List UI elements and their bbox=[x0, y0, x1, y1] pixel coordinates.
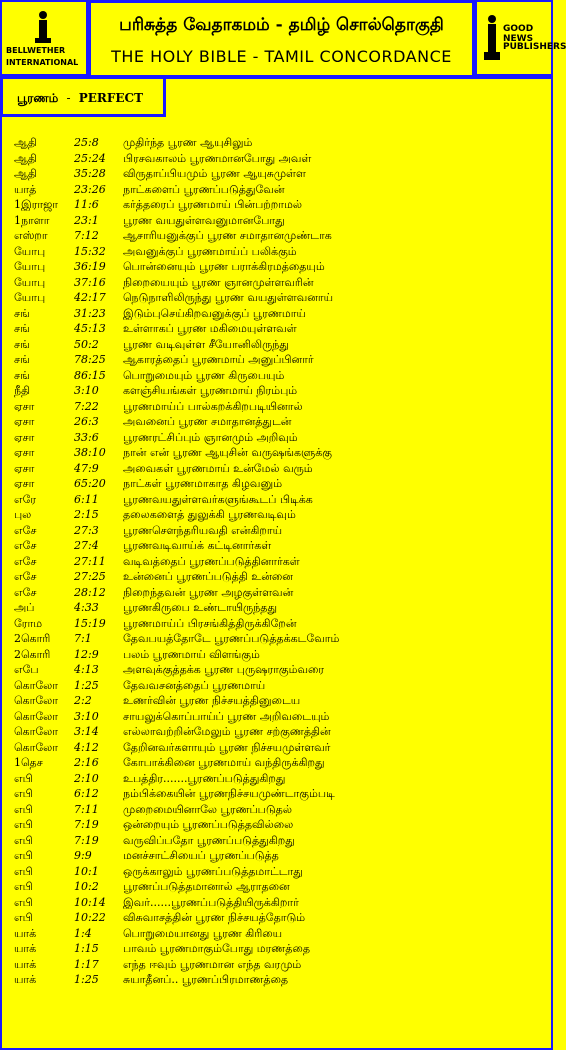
entry-book: எசே bbox=[14, 554, 37, 568]
figure-icon bbox=[483, 14, 501, 62]
entry-ref: 2:16 bbox=[74, 756, 99, 769]
entry-book: கொலோ bbox=[14, 678, 59, 692]
left-logo-line2: INTERNATIONAL bbox=[6, 58, 79, 67]
list-item bbox=[14, 182, 544, 198]
entry-book: எசே bbox=[14, 570, 37, 583]
entry-text: பொறுமையானது பூரண கிரியை bbox=[123, 926, 283, 940]
list-item bbox=[14, 352, 544, 368]
entry-book: யாக் bbox=[14, 973, 37, 986]
list-item bbox=[14, 724, 544, 740]
list-item bbox=[14, 368, 544, 384]
right-logo-line1: GOOD NEWS bbox=[503, 24, 534, 44]
entry-text: வடிவத்தைப் பூரணப்படுத்தினார்கள் bbox=[123, 554, 300, 568]
entry-book: சங் bbox=[14, 368, 30, 382]
list-item bbox=[14, 523, 544, 539]
entry-book: 1நாளா bbox=[14, 213, 50, 227]
entry-book: 1தெச bbox=[14, 756, 43, 769]
entry-book: எபி bbox=[14, 849, 33, 862]
entry-book: யோபு bbox=[14, 260, 46, 273]
entry-book: எரே bbox=[14, 492, 37, 506]
entry-ref: 2:2 bbox=[74, 694, 92, 707]
list-item bbox=[14, 848, 544, 864]
entry-text: தேறினவர்களாயும் பூரண நிச்சயமுள்ளவர் bbox=[123, 740, 331, 754]
list-item bbox=[14, 693, 544, 709]
entry-ref: 42:17 bbox=[74, 291, 106, 304]
entry-text: நெடுநாளிலிருந்து பூரண வயதுள்ளவனாய் bbox=[123, 291, 334, 304]
entry-book: எபி bbox=[14, 802, 33, 816]
entry-text: சுயாதீனப்.. பூரணப்பிரமாணத்தை bbox=[123, 973, 289, 986]
entry-ref: 12:9 bbox=[74, 647, 99, 661]
entry-text: உபத்திர.......பூரணப்படுத்துகிறது bbox=[123, 771, 286, 785]
entry-ref: 3:14 bbox=[74, 725, 99, 738]
entry-ref: 7:1 bbox=[74, 632, 92, 645]
entry-book: எபி bbox=[14, 880, 33, 893]
entry-book: ஏசா bbox=[14, 430, 35, 444]
entry-text: நிறைந்தவன் பூரண அழகுள்ளவன் bbox=[123, 585, 294, 599]
entry-ref: 15:19 bbox=[74, 616, 106, 630]
list-item bbox=[14, 833, 544, 849]
entry-ref: 1:17 bbox=[74, 957, 99, 971]
entry-text: சாயலுக்கொப்பாய்ப் பூரண அறிவடையும் bbox=[123, 709, 330, 723]
word-heading bbox=[17, 91, 143, 107]
list-item bbox=[14, 585, 544, 601]
entry-text: ஒருக்காலும் பூரணப்படுத்தமாட்டாது bbox=[123, 864, 303, 878]
list-item bbox=[14, 678, 544, 694]
entry-ref: 31:23 bbox=[74, 306, 106, 320]
entry-ref: 1:25 bbox=[74, 973, 99, 986]
list-item bbox=[14, 879, 544, 895]
entry-ref: 3:10 bbox=[74, 384, 99, 397]
list-item bbox=[14, 507, 544, 523]
list-item bbox=[14, 275, 544, 291]
entry-ref: 35:28 bbox=[74, 167, 106, 180]
list-item bbox=[14, 259, 544, 275]
entry-ref: 2:15 bbox=[74, 508, 99, 521]
entry-book: எபி bbox=[14, 864, 33, 878]
entry-book: யோபு bbox=[14, 291, 46, 304]
title-box bbox=[88, 0, 475, 78]
list-item bbox=[14, 244, 544, 260]
entry-ref: 7:11 bbox=[74, 802, 99, 816]
word-separator: - bbox=[66, 91, 71, 105]
list-item bbox=[14, 647, 544, 663]
entry-book: கொலோ bbox=[14, 740, 59, 754]
entry-ref: 15:32 bbox=[74, 244, 106, 258]
entry-ref: 25:24 bbox=[74, 151, 106, 165]
entry-text: உள்ளாகப் பூரண மகிமையுள்ளவள் bbox=[123, 322, 297, 335]
entry-ref: 28:12 bbox=[74, 585, 106, 599]
entry-book: ஏசா bbox=[14, 477, 35, 490]
list-item bbox=[14, 817, 544, 833]
list-item bbox=[14, 538, 544, 554]
entry-ref: 27:11 bbox=[74, 554, 106, 568]
list-item bbox=[14, 926, 544, 942]
list-item bbox=[14, 616, 544, 632]
entry-text: களஞ்சியங்கள் பூரணமாய் நிரம்பும் bbox=[123, 384, 298, 397]
list-item bbox=[14, 600, 544, 616]
bellwether-logo bbox=[0, 0, 88, 76]
list-item bbox=[14, 228, 544, 244]
list-item bbox=[14, 554, 544, 570]
entry-text: அவனுக்குப் பூரணமாய்ப் பலிக்கும் bbox=[123, 244, 297, 258]
entry-ref: 27:3 bbox=[74, 523, 99, 537]
entry-ref: 1:4 bbox=[74, 926, 92, 940]
entry-ref: 45:13 bbox=[74, 322, 106, 335]
entry-text: பூரணப்படுத்தமானால் ஆராதனை bbox=[123, 880, 290, 893]
entry-book: சங் bbox=[14, 337, 30, 351]
entry-text: மனச்சாட்சியைப் பூரணப்படுத்த bbox=[123, 849, 279, 862]
entry-text: நான் என் பூரண ஆயுசின் வருஷங்களுக்கு bbox=[123, 446, 332, 459]
entry-ref: 38:10 bbox=[74, 446, 106, 459]
entry-book: சங் bbox=[14, 353, 30, 366]
entry-ref: 11:6 bbox=[74, 198, 99, 211]
entry-text: வருவிப்பதோ பூரணப்படுத்துகிறது bbox=[123, 833, 295, 847]
entry-book: ஆதி bbox=[14, 136, 37, 149]
list-item bbox=[14, 910, 544, 926]
entry-book: எசே bbox=[14, 523, 37, 537]
entry-text: நம்பிக்கையின் பூரணநிச்சயமுண்டாகும்படி bbox=[123, 787, 335, 800]
list-item bbox=[14, 445, 544, 461]
entry-text: அவைகள் பூரணமாய் உன்மேல் வரும் bbox=[123, 461, 313, 475]
entry-ref: 4:12 bbox=[74, 740, 99, 754]
entry-book: யோபு bbox=[14, 244, 46, 258]
entry-text: எல்லாவற்றின்மேலும் பூரண சற்குணத்தின் bbox=[123, 725, 331, 738]
good-news-logo bbox=[475, 0, 566, 76]
entry-book: கொலோ bbox=[14, 725, 59, 738]
list-item bbox=[14, 166, 544, 182]
list-item bbox=[14, 569, 544, 585]
entry-ref: 7:19 bbox=[74, 833, 99, 847]
entry-book: புல bbox=[14, 508, 32, 521]
entry-text: ஆகாரத்தைப் பூரணமாய் அனுப்பினார் bbox=[123, 353, 314, 366]
entry-ref: 3:10 bbox=[74, 709, 99, 723]
entry-text: தேவபயத்தோடே பூரணப்படுத்தக்கடவோம் bbox=[123, 632, 340, 645]
entry-text: விசுவாசத்தின் பூரண நிச்சயத்தோடும் bbox=[123, 911, 306, 924]
entry-ref: 2:10 bbox=[74, 771, 99, 785]
entry-book: ஏசா bbox=[14, 399, 35, 413]
list-item bbox=[14, 941, 544, 957]
entry-ref: 86:15 bbox=[74, 368, 106, 382]
list-item bbox=[14, 337, 544, 353]
entry-text: முதிர்ந்த பூரண ஆயுசிலும் bbox=[123, 136, 253, 149]
entry-text: பூரணமாய்ப் பால்கறக்கிறபடியினால் bbox=[123, 399, 303, 413]
entry-book: எபி bbox=[14, 895, 33, 909]
entry-text: தலைகளைத் துலுக்கி பூரணவடிவும் bbox=[123, 508, 296, 521]
entry-book: எபி bbox=[14, 787, 33, 800]
entry-book: யாக் bbox=[14, 957, 37, 971]
word-tamil: பூரணம் bbox=[17, 91, 59, 105]
entry-book: ஏசா bbox=[14, 446, 35, 459]
entry-text: கோபாக்கினை பூரணமாய் வந்திருக்கிறது bbox=[123, 756, 325, 769]
entry-book: 2கொரி bbox=[14, 632, 51, 645]
entry-book: சங் bbox=[14, 322, 30, 335]
entry-book: சங் bbox=[14, 306, 30, 320]
entry-text: முறைமையினாலே பூரணப்படுதல் bbox=[123, 802, 292, 816]
entry-book: 1இராஜா bbox=[14, 198, 59, 211]
list-item bbox=[14, 631, 544, 647]
list-item bbox=[14, 151, 544, 167]
entry-text: ஒன்றையும் பூரணப்படுத்தவில்லை bbox=[123, 818, 294, 831]
entry-book: ஏசா bbox=[14, 461, 35, 475]
list-item bbox=[14, 755, 544, 771]
list-item bbox=[14, 802, 544, 818]
entry-book: எபி bbox=[14, 771, 33, 785]
list-item bbox=[14, 786, 544, 802]
entry-text: பிரசவகாலம் பூரணமானபோது அவள் bbox=[123, 151, 312, 165]
entry-ref: 50:2 bbox=[74, 337, 99, 351]
list-item bbox=[14, 414, 544, 430]
entry-text: பூரணமாய்ப் பிரசங்கித்திருக்கிறேன் bbox=[123, 616, 297, 630]
list-item bbox=[14, 135, 544, 151]
entry-book: எபி bbox=[14, 818, 33, 831]
entry-text: பூரண வயதுள்ளவனுமானபோது bbox=[123, 213, 285, 227]
entry-book: ரோம bbox=[14, 616, 43, 630]
list-item bbox=[14, 957, 544, 973]
entry-ref: 6:11 bbox=[74, 492, 99, 506]
entry-book: எசே bbox=[14, 539, 37, 552]
list-item bbox=[14, 383, 544, 399]
entry-ref: 47:9 bbox=[74, 461, 99, 475]
entry-ref: 7:19 bbox=[74, 818, 99, 831]
word-heading-box bbox=[0, 79, 166, 117]
entry-ref: 23:1 bbox=[74, 213, 99, 227]
entry-book: யோபு bbox=[14, 275, 46, 289]
entry-ref: 7:12 bbox=[74, 229, 99, 242]
entry-ref: 4:33 bbox=[74, 601, 99, 614]
entry-ref: 78:25 bbox=[74, 353, 106, 366]
entry-ref: 1:25 bbox=[74, 678, 99, 692]
entry-text: இடும்புசெய்கிறவனுக்குப் பூரணமாய் bbox=[123, 306, 306, 320]
entry-text: பொன்னையும் பூரண பராக்கிரமத்தையும் bbox=[123, 260, 325, 273]
entry-ref: 37:16 bbox=[74, 275, 106, 289]
entry-text: ஆசாரியனுக்குப் பூரண சமாதானமுண்டாக bbox=[123, 229, 332, 242]
entry-ref: 27:4 bbox=[74, 539, 99, 552]
entry-ref: 10:14 bbox=[74, 895, 106, 909]
list-item bbox=[14, 461, 544, 477]
left-logo-line1: BELLWETHER bbox=[6, 46, 66, 55]
list-item bbox=[14, 864, 544, 880]
entry-ref: 9:9 bbox=[74, 849, 92, 862]
list-item bbox=[14, 399, 544, 415]
entry-text: பாவம் பூரணமாகும்போது மரணத்தை bbox=[123, 942, 310, 955]
title-english: THE HOLY BIBLE - TAMIL CONCORDANCE bbox=[111, 47, 452, 66]
list-item bbox=[14, 895, 544, 911]
entry-book: எசே bbox=[14, 585, 37, 599]
entry-text: பூரணகிருபை உண்டாயிருந்தது bbox=[123, 601, 278, 614]
entry-text: இவர்......பூரணப்படுத்தியிருக்கிறார் bbox=[123, 895, 299, 909]
entry-book: ஏசா bbox=[14, 415, 35, 428]
entry-ref: 33:6 bbox=[74, 430, 99, 444]
entry-ref: 36:19 bbox=[74, 260, 106, 273]
entry-ref: 25:8 bbox=[74, 136, 99, 149]
entry-ref: 10:2 bbox=[74, 880, 99, 893]
entry-text: உணர்வின் பூரண நிச்சயத்தினுடைய bbox=[123, 694, 301, 707]
list-item bbox=[14, 476, 544, 492]
entry-text: கர்த்தரைப் பூரணமாய் பின்பற்றாமல் bbox=[123, 198, 302, 211]
entry-book: யாக் bbox=[14, 942, 37, 955]
entry-text: பூரண வடிவுள்ள சீயோனிலிருந்து bbox=[123, 337, 289, 351]
entry-book: அப் bbox=[14, 601, 35, 614]
entry-text: பொறுமையும் பூரண கிருபையும் bbox=[123, 368, 285, 382]
entry-text: தேவவசனத்தைப் பூரணமாய் bbox=[123, 678, 266, 692]
figure-icon bbox=[33, 10, 53, 44]
entry-ref: 7:22 bbox=[74, 399, 99, 413]
entry-text: நிறையையும் பூரண ஞானமுள்ளவரின் bbox=[123, 275, 314, 289]
entry-text: நாட்கள் பூரணமாகாத கிழவனும் bbox=[123, 477, 283, 490]
entry-ref: 1:15 bbox=[74, 942, 99, 955]
list-item bbox=[14, 197, 544, 213]
entry-ref: 27:25 bbox=[74, 570, 106, 583]
entry-ref: 10:1 bbox=[74, 864, 99, 878]
entry-text: விருதாப்பியமும் பூரண ஆயுசுமுள்ள bbox=[123, 167, 306, 180]
list-item bbox=[14, 709, 544, 725]
entry-text: பூரணவயதுள்ளவர்களுங்கூடப் பிடிக்க bbox=[123, 492, 313, 506]
entry-book: யாக் bbox=[14, 926, 37, 940]
entry-book: எஸ்றா bbox=[14, 229, 48, 242]
entry-book: 2கொரி bbox=[14, 647, 51, 661]
entry-book: நீதி bbox=[14, 384, 31, 397]
entry-ref: 65:20 bbox=[74, 477, 106, 490]
entry-book: ஆதி bbox=[14, 151, 37, 165]
entry-text: பூரணசௌந்தரியவதி என்கிறாய் bbox=[123, 523, 283, 537]
list-item bbox=[14, 213, 544, 229]
entry-text: எந்த ஈவும் பூரணமான எந்த வரமும் bbox=[123, 957, 302, 971]
entry-ref: 4:13 bbox=[74, 663, 99, 676]
list-item bbox=[14, 290, 544, 306]
list-item bbox=[14, 492, 544, 508]
list-item bbox=[14, 771, 544, 787]
entry-ref: 26:3 bbox=[74, 415, 99, 428]
list-item bbox=[14, 740, 544, 756]
entry-text: நாட்களைப் பூரணப்படுத்துவேன் bbox=[123, 182, 285, 196]
title-tamil: பரிசுத்த வேதாகமம் - தமிழ் சொல்தொகுதி bbox=[119, 15, 444, 35]
entry-book: கொலோ bbox=[14, 694, 59, 707]
entry-book: எபி bbox=[14, 833, 33, 847]
list-item bbox=[14, 306, 544, 322]
right-logo-line2: PUBLISHERS bbox=[503, 42, 566, 52]
entry-ref: 23:26 bbox=[74, 182, 106, 196]
entry-text: உன்னைப் பூரணப்படுத்தி உன்னை bbox=[123, 570, 293, 583]
list-item bbox=[14, 972, 544, 988]
entry-book: யாத் bbox=[14, 182, 37, 196]
list-item bbox=[14, 430, 544, 446]
concordance-list bbox=[14, 135, 544, 988]
entry-book: எபி bbox=[14, 911, 33, 924]
entry-book: கொலோ bbox=[14, 709, 59, 723]
entry-text: அளவுக்குத்தக்க பூரண புருஷராகும்வரை bbox=[123, 663, 325, 676]
entry-text: பூரணவடிவாய்க் கட்டினார்கள் bbox=[123, 539, 272, 552]
list-item bbox=[14, 662, 544, 678]
entry-book: எபே bbox=[14, 663, 39, 676]
entry-ref: 10:22 bbox=[74, 911, 106, 924]
list-item bbox=[14, 321, 544, 337]
entry-text: பூரணரட்சிப்பும் ஞானமும் அறிவும் bbox=[123, 430, 298, 444]
entry-text: பலம் பூரணமாய் விளங்கும் bbox=[123, 647, 260, 661]
entry-ref: 6:12 bbox=[74, 787, 99, 800]
entry-text: அவனைப் பூரண சமாதானத்துடன் bbox=[123, 415, 292, 428]
word-english: PERFECT bbox=[78, 91, 144, 105]
entry-book: ஆதி bbox=[14, 167, 37, 180]
